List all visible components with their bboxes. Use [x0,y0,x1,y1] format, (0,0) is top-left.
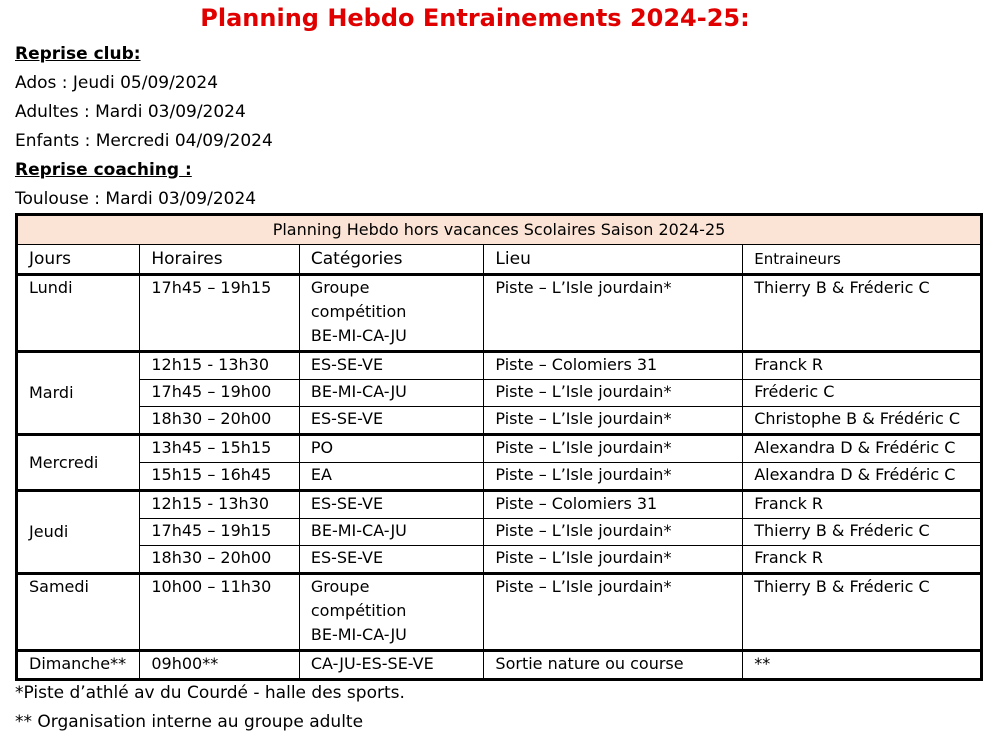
categorie-line: ES-SE-VE [310,548,384,567]
reprise-club-line-ados: Ados : Jeudi 05/09/2024 [15,73,219,93]
header-jours: Jours [17,245,140,275]
horaire-cell: 09h00** [140,651,299,680]
table-row [17,574,982,651]
day-cell: Dimanche** [17,651,140,680]
page-title: Planning Hebdo Entrainements 2024-25: [200,4,750,32]
entraineurs-cell: Christophe B & Frédéric C [743,407,982,435]
categorie-cell [299,435,484,463]
footnote-piste: *Piste d’athlé av du Courdé - halle des sports. [15,683,405,703]
horaire-cell: 18h30 – 20h00 [140,546,299,574]
header-entraineurs: Entraineurs [743,245,982,275]
lieu-cell: Piste – L’Isle jourdain* [484,519,743,546]
table-row [17,519,982,546]
categorie-cell [299,491,484,519]
lieu-cell: Piste – Colomiers 31 [484,352,743,380]
categorie-line: ES-SE-VE [310,494,384,513]
categorie-cell [299,380,484,407]
lieu-cell: Piste – Colomiers 31 [484,491,743,519]
table-row [17,435,982,463]
lieu-cell: Piste – L’Isle jourdain* [484,463,743,491]
categorie-line: ES-SE-VE [310,409,384,428]
schedule-table [15,213,983,681]
day-cell: Lundi [17,275,140,352]
categorie-line: PO [310,438,334,457]
categorie-line: Groupe [310,278,370,297]
entraineurs-cell: Alexandra D & Frédéric C [743,435,982,463]
lieu-cell: Piste – L’Isle jourdain* [484,574,743,651]
categorie-line: BE-MI-CA-JU [310,326,407,345]
categorie-line: CA-JU-ES-SE-VE [310,654,434,673]
table-row [17,407,982,435]
categorie-cell [299,352,484,380]
lieu-cell: Piste – L’Isle jourdain* [484,435,743,463]
categorie-line: compétition [310,601,407,620]
entraineurs-cell: Thierry B & Fréderic C [743,519,982,546]
categorie-line: Groupe [310,577,370,596]
table-row [17,546,982,574]
entraineurs-cell: Franck R [743,546,982,574]
table-row [17,275,982,352]
horaire-cell: 17h45 – 19h15 [140,519,299,546]
lieu-cell: Piste – L’Isle jourdain* [484,407,743,435]
table-row [17,352,982,380]
lieu-cell: Piste – L’Isle jourdain* [484,380,743,407]
reprise-coaching-line-toulouse: Toulouse : Mardi 03/09/2024 [15,189,257,209]
table-row [17,463,982,491]
lieu-cell: Piste – L’Isle jourdain* [484,546,743,574]
categorie-cell [299,275,484,352]
categorie-cell [299,407,484,435]
reprise-coaching-heading: Reprise coaching : [15,160,192,180]
header-categories: Catégories [299,245,484,275]
footnote-organisation: ** Organisation interne au groupe adulte [15,712,364,732]
horaire-cell: 18h30 – 20h00 [140,407,299,435]
entraineurs-cell: Thierry B & Fréderic C [743,574,982,651]
entraineurs-cell: Thierry B & Fréderic C [743,275,982,352]
day-cell: Mardi [17,352,140,435]
categorie-line: BE-MI-CA-JU [310,382,407,401]
reprise-club-heading: Reprise club: [15,44,141,64]
header-horaires: Horaires [140,245,299,275]
categorie-line: BE-MI-CA-JU [310,625,407,644]
table-row [17,491,982,519]
categorie-line: compétition [310,302,407,321]
categorie-cell [299,463,484,491]
day-cell: Jeudi [17,491,140,574]
categorie-cell [299,651,484,680]
horaire-cell: 15h15 – 16h45 [140,463,299,491]
table-row [17,651,982,680]
entraineurs-cell: Fréderic C [743,380,982,407]
day-cell: Samedi [17,574,140,651]
categorie-line: BE-MI-CA-JU [310,521,407,540]
entraineurs-cell: Franck R [743,491,982,519]
categorie-line: EA [310,465,332,484]
horaire-cell: 13h45 – 15h15 [140,435,299,463]
horaire-cell: 12h15 - 13h30 [140,352,299,380]
horaire-cell: 17h45 – 19h15 [140,275,299,352]
horaire-cell: 10h00 – 11h30 [140,574,299,651]
horaire-cell: 17h45 – 19h00 [140,380,299,407]
lieu-cell: Sortie nature ou course [484,651,743,680]
categorie-cell [299,519,484,546]
day-cell: Mercredi [17,435,140,491]
table-header-row [17,245,982,275]
table-row [17,380,982,407]
table-caption-row [17,215,982,245]
lieu-cell: Piste – L’Isle jourdain* [484,275,743,352]
reprise-club-line-adultes: Adultes : Mardi 03/09/2024 [15,102,246,122]
categorie-cell [299,574,484,651]
entraineurs-cell: ** [743,651,982,680]
categorie-cell [299,546,484,574]
entraineurs-cell: Alexandra D & Frédéric C [743,463,982,491]
categorie-line: ES-SE-VE [310,355,384,374]
header-lieu: Lieu [484,245,743,275]
horaire-cell: 12h15 - 13h30 [140,491,299,519]
entraineurs-cell: Franck R [743,352,982,380]
reprise-club-line-enfants: Enfants : Mercredi 04/09/2024 [15,131,273,151]
table-caption: Planning Hebdo hors vacances Scolaires Saison 2024-25 [17,215,982,245]
